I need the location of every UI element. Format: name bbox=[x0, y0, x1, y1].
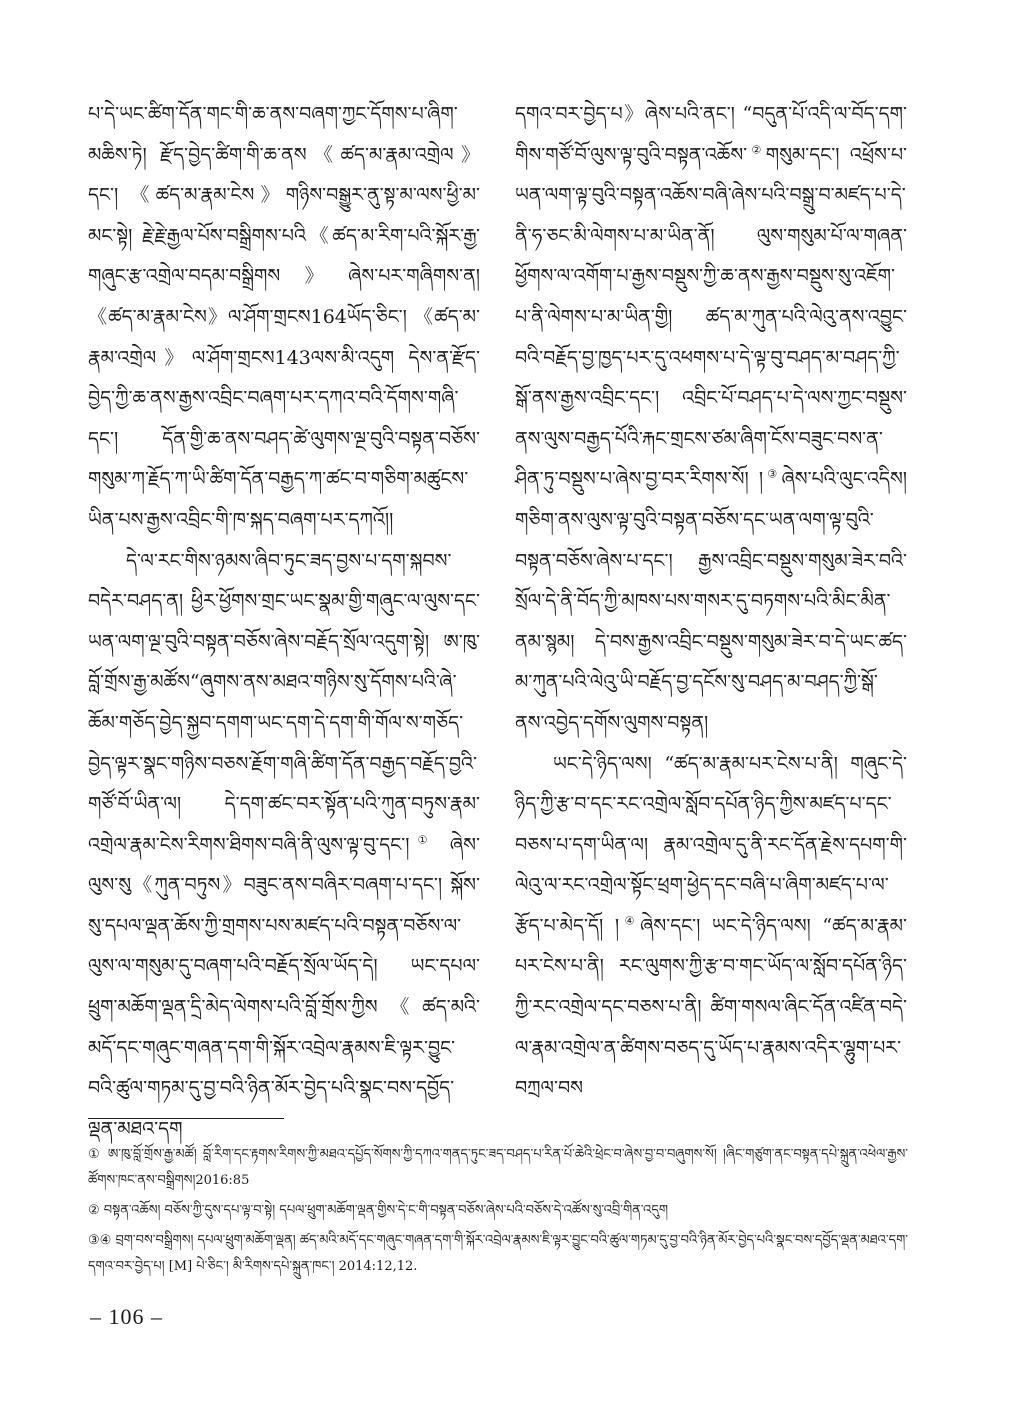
left-column bbox=[88, 94, 480, 1149]
footnote: ② བསྟན་འཆོས། བཅོས་ཀྱི་དུས་དཔ་ལྟ་བ་སྟེ། དཔལ་ཕྲུག་མཆོག་ལྡན་གྱིས་དེ་ང་གི་བསྟན་བཅོས་ཞེས་པའི་བཅོས་དེ་འཚོས་སུ་འབྲི་གིན་འདུག bbox=[88, 1203, 669, 1218]
paragraph-text: དེ་ལ་རང་གིས་ཉམས་ཞིབ་ཏུང་ཟད་བྱས་པ་དག་སྐབས་བདེར་བཤད་ན། ཕྱིར་ཕྱོགས་གྲང་ཡང་སྣམ་གྱི་གཞུང་ལ་ལུས་དང་ཡན་ལག་ལྔ་བུའི་བསྟན་བཅོས་ཞེས་བརྗོད་སྲོལ་འདུག་སྟེ། ཨ་ཁུ་བློ་གྲོས་རྒྱ་མཚོས“ཞུགས་ནས་མཐའ་གཉིས་སུ་དོགས་པའི་ཞེ་ཆོམ་གཅོད་བྱེད་སྐྱབ་དགག་ཡང་དག་དེ་དག་གི་གོལ་ས་གཅོད་བྱེད་ལྟར་སྣང་གཉིས་བཅས་རྗོག་གཞི་ཚིག་དོན་བརྒྱད་བརྗོད་བྱའི་གཙོ་བོ་ཡིན་ལ། དེ་དག་ཚང་བར་སྟོན་པའི་ཀུན་བཏུས་རྣམ་འགྲེལ་རྣམ་ངེས་རིགས་ཐིགས་བཞི་ནི་ལུས་ལྟ་བུ་དང་། bbox=[88, 549, 480, 856]
paragraph bbox=[515, 744, 907, 1109]
paragraph-text: ཡང་དེ་ཉིད་ལས། “ཚད་མ་རྣམ་པར་ངེས་པ་ནི། གཞུང་དེ་ཉིད་ཀྱི་རྩ་བ་དང་རང་འགྲེལ་སློབ་དཔོན་ཉིད་ཀྱིས་མཛད་པ་དང་བཅས་པ་དག་ཡིན་ལ། རྣམ་འགྲེལ་དུ་ནི་རང་དོན་རྗེས་དཔག་གི་ལེའུ་ལ་རང་འགྲེལ་སྟོང་ཕྲག་ཕྱེད་དང་བཞི་པ་ཞིག་མཛད་པ་ལ་རྩོད་པ་མེད་དོ། ། bbox=[515, 752, 907, 937]
right-column bbox=[515, 94, 907, 1109]
paragraph: པ་དེ་ཡང་ཚིག་དོན་གང་གི་ཆ་ནས་བཞག་ཀྱང་དོགས་པ་ཞིག་མཆིས་ཏེ། རྫོད་བྱེད་ཚིག་གི་ཆ་ནས《ཚད་མ་རྣམ་འགྲེལ》དང་། 《ཚད་མ་རྣམ་ངེས》གཉིས་བསྒྱུར་ནུ་སྟ་མ་ལས་ཕྱི་མ་མང་སྟེ། རྗེ་རྗེ་རྒྱལ་པོས་བསྒྲིགས་པའི《ཚད་མ་རིག་པའི་སྐོར་རྒྱ་གཞུང་རྩ་འགྲེལ་བདམ་བསྒྲིགས》ཞེས་པར་གཞིགས་ན། 《ཚད་མ་རྣམ་ངེས》ལ་ཤོག་གྲངས164ཡོད་ཅིང་། 《ཚད་མ་རྣམ་འགྲེལ》ལ་ཤོག་གྲངས143ལས་མི་འདུག དེས་ན་རྫོད་བྱེད་ཀྱི་ཆ་ནས་རྒྱས་འབྲིང་བཞག་པར་དཀའ་བའི་དོགས་གཞི་དང་། དོན་གྱི་ཆ་ནས་བཤད་ཚེ་ལུགས་ལྔ་བུའི་བསྟན་བཅོས་གསུམ་ཀ་རྗོད་ཀ་ཡི་ཚིག་དོན་བརྒྱད་ཀ་ཚང་བ་གཅིག་མཚུངས་ཡིན་པས་རྒྱས་འབྲིང་གི་ཁ་སྐད་བཞག་པར་དཀའོ།། bbox=[88, 103, 480, 531]
footnote-ref[interactable]: ④ bbox=[619, 914, 641, 928]
footnote: ③④ བྲག་བས་བསྒྲིགས། དཔལ་ཕྲུག་མཆོག་ལྡན། ཚད་མའི་མདོ་དང་གཞུང་གཞན་དག་གི་སྐོར་འབྲེལ་རྣམས་ཇི་ལྟར་བྱུང་བའི་ཚུལ་གཏམ་དུ་བྱ་བའི་ཉིན་མོར་བྱེད་པའི་སྣང་བས་དབྱོད་ལྡན་མཐའ་དག་དགའ་བར་བྱེད་པ། [M] པེ་ཅིང་། མི་རིགས་དཔེ་སྐྲུན་ཁང་། 2014:12,12. bbox=[88, 1233, 908, 1274]
paragraph-text: ཞེས་པའི་ལུང་འདིས། གཅིག་ནས་ལུས་ལྟ་བུའི་བསྟན་བཅོས་དང་ཡན་ལག་ལྟ་བུའི་བསྟན་བཅོས་ཞེས་པ་དང་། རྒྱས་འབྲིང་བསྡུས་གསུམ་ཟེར་བའི་སྲོལ་དེ་ནི་བོད་ཀྱི་མཁས་པས་གསར་དུ་བཏགས་པའི་མིང་མིན་ནམ་སྙམ། དེ་བས་རྒྱས་འབྲིང་བསྡུས་གསུམ་ཟེར་བ་དེ་ཡང་ཚད་མ་ཀུན་པའི་ལེའུ་ཡི་བརྗོད་བྱ་དངོས་སུ་བཤད་མ་བཤད་ཀྱི་སྒོ་ནས་འབྱེད་དགོས་ལུགས་བསྟན། bbox=[515, 468, 907, 734]
footnote-ref[interactable]: ① bbox=[409, 833, 436, 847]
paragraph bbox=[88, 541, 480, 1150]
footnote: ① ཨ་ཁུ་བློ་གྲོས་རྒྱ་མཚོ། བློ་རིག་དང་རྟགས་རིགས་ཀྱི་མཐའ་དཔྱོད་སོགས་ཀྱི་དཀའ་གནད་ཏུང་ཟད་བཤད་པ་རིན་པོ་ཆེའི་ཕྲེང་བ་ཞེས་བྱ་བ་བཞུགས་སོ། །ཞིང་གཙུག་ནང་བསྟན་དཔེ་སྐྲུན་འཕེལ་རྒྱས་ཚོགས་ཁང་ནས་བསྒྲིགས།2016:85 bbox=[88, 1147, 908, 1188]
paragraph-text: ཞེས་དང་། ཡང་དེ་ཉིད་ལས། “ཚད་མ་རྣམ་པར་ངེས་པ་ནི། རང་ལུགས་ཀྱི་རྩ་བ་གང་ཡོད་ལ་སློབ་དཔོན་ཉིད་ཀྱི་རང་འགྲེལ་དང་བཅས་པ་ནི། ཚིག་གསལ་ཞིང་དོན་འཛིན་བདེ་ལ་རྣམ་འགྲེལ་ན་ཚིགས་བཅད་དུ་ཡོད་པ་རྣམས་འདིར་ལྷུག་པར་བཀྲལ་བས bbox=[515, 914, 907, 1100]
paragraph bbox=[515, 94, 907, 744]
footnotes bbox=[88, 1142, 908, 1284]
paragraph-text: དགའ་བར་བྱེད་པ》ཞེས་པའི་ནང་། “བདུན་པོ་འདི་ལ་བོད་དག་གིས་གཙོ་བོ་ལུས་ལྟ་བུའི་བསྟན་འཆོས་ bbox=[515, 103, 907, 166]
paragraph-text: གསུམ་དང་། འཕྲོས་པ་ཡན་ལག་ལྟ་བུའི་བསྟན་འཆོས་བཞི་ཞེས་པའི་བསྒྲུ་བ་མཛད་པ་དེ་ནི་ཧ་ཅང་མི་ལེགས་པ་མ་ཡིན་ནོ། ལུས་གསུམ་པོ་ལ་གཞན་ཕྱོགས་ལ་འགོག་པ་རྒྱས་བསྡུས་ཀྱི་ཆ་ནས་རྒྱས་བསྡུས་སུ་འཇོག་པ་ནི་ལེགས་པ་མ་ཡིན་གྱི། ཚད་མ་ཀུན་པའི་ལེའུ་ནས་འབྱུང་བའི་བརྗོད་བྱ་ཁྱད་པར་དུ་འཕགས་པ་དེ་ལྟ་བུ་བཤད་མ་བཤད་ཀྱི་སྒོ་ནས་རྒྱས་འབྲིང་དང་། འབྲིང་པོ་བཤད་པ་དེ་ལས་ཀྱང་བསྡུས་ནས་ལུས་བརྒྱད་པོའི་རྐང་གྲངས་ཙམ་ཞིག་ངོས་བཟུང་བས་ན་ཤིན་ཏུ་བསྡུས་པ་ཞེས་བྱ་བར་རིགས་སོ། ། bbox=[515, 143, 907, 491]
page-number: – 106 – bbox=[90, 1304, 163, 1329]
footnote-divider bbox=[88, 1118, 284, 1119]
paragraph-text: ཞེས་ལུས་སུ《ཀུན་བཏུས》བཟུང་ནས་བཞིར་བཞག་པ་དང་། སྐོས་སུ་དཔལ་ལྡན་ཆོས་ཀྱི་གྲགས་པས་མཛད་པའི་བསྟན་བཅོས་ལ་ལུས་ལ་གསུམ་དུ་བཞག་པའི་བརྗོད་སྲོལ་ཡོད་དེ། ཡང་དཔལ་ཕྲུག་མཆོག་ལྡན་དྲི་མེད་ལེགས་པའི་བློ་གྲོས་ཀྱིས《ཚད་མའི་མདོ་དང་གཞུང་གཞན་དག་གི་སྐོར་འབྲེལ་རྣམས་ཇི་ལྟར་བྱུང་བའི་ཚུལ་གཏམ་དུ་བྱ་བའི་ཉིན་མོར་བྱེད་པའི་སྣང་བས་དབྱོད་ལྡན་མཐའ་དག bbox=[88, 833, 480, 1140]
footnote-ref[interactable]: ② bbox=[747, 143, 766, 157]
footnote-ref[interactable]: ③ bbox=[763, 468, 782, 482]
